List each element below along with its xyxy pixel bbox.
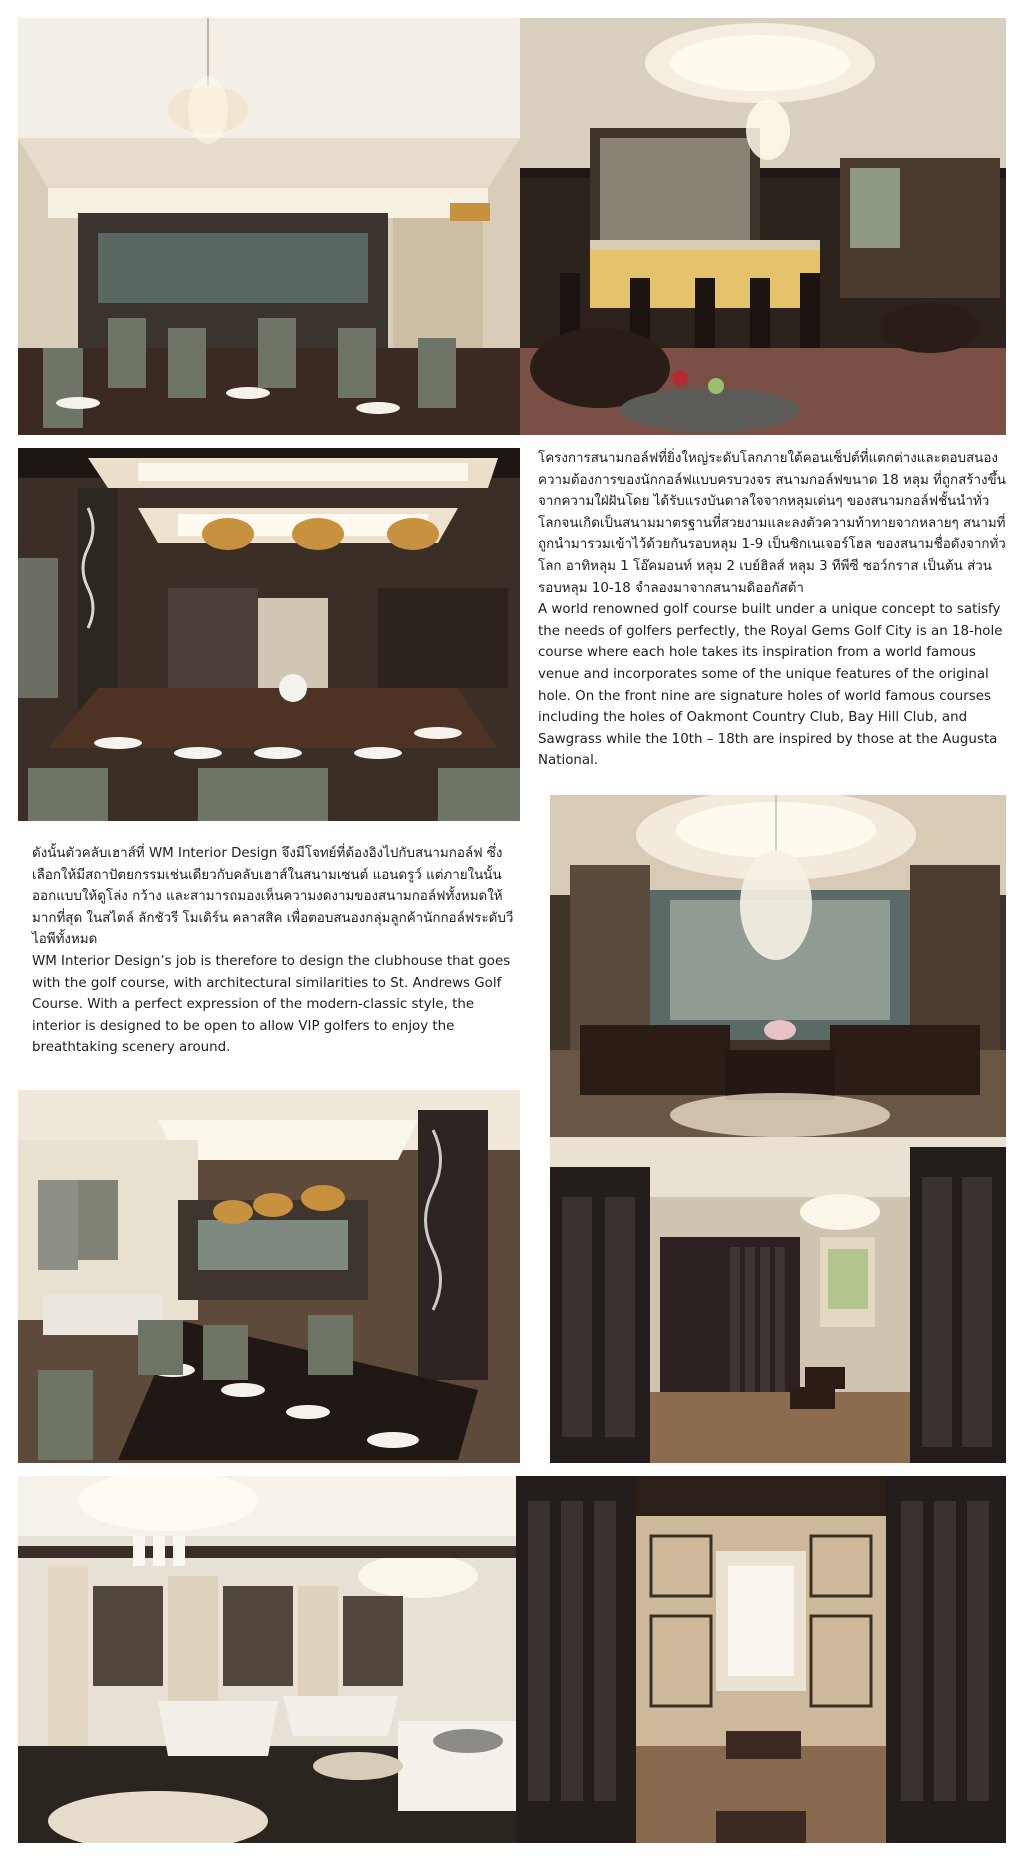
photo-private-dining-table (18, 448, 520, 821)
photo-washroom-vanity (18, 1476, 516, 1843)
photo-dining-room-pillars (18, 1090, 520, 1463)
photo-bar-lounge (520, 18, 1006, 435)
photo-locker-room (550, 1137, 1006, 1463)
intro-thai-paragraph: โครงการสนามกอล์ฟที่ยิ่งใหญ่ระดับโลกภายใต้คอนเซ็ปต์ที่แตกต่างและตอบสนองความต้องการของนักกอล์ฟแบบครบวงจร สนามกอล์ฟขนาด 18 หลุม ที่ถูกสร้างขึ้นจากความใฝ่ฝันโดย ได้รับแรงบันดาลใจจากหลุมเด่นๆ ของสนามกอล์ฟชั้นนำทั่วโลกจนเกิดเป็นสนามมาตรฐานที่สวยงามและลงตัวความท้าทายจากหลายๆ สนามที่ถูกนำมารวมเข้าไว้ด้วยกันรอบหลุม 1-9 เป็นซิกเนเจอร์โฮล ของสนามชื่อดังจากทั่วโลก อาทิหลุม 1 โอ๊คมอนท์ หลุม 2 เบย์ฮิลส์ หลุม 3 ทีพีซี ซอว์กราส เป็นต้น ส่วนรอบหลุม 10-18 จำลองมาจากสนามดิออกัสต้า (538, 451, 1006, 596)
intro-english-paragraph: A world renowned golf course built under a unique concept to satisfy the needs of golfers perfectly, the Royal Gems Golf City is an 18-hole course where each hole takes its inspiration from a world famous venue and incorporates some of the unique features of the original hole. On the front nine are signature holes of world famous courses including the holes of Oakmont Country Club, Bay Hill Club, and Sawgrass while the 10th – 18th are inspired by those at the Augusta National. (538, 602, 1003, 769)
intro-text-block (538, 448, 1008, 772)
design-thai-paragraph: ดังนั้นตัวคลับเฮาส์ที่ WM Interior Design จึงมีโจทย์ที่ต้องอิงไปกับสนามกอล์ฟ ซึ่งเลือกให้มีสถาปัตยกรรมเช่นเดียวกับคลับเฮาส์ในสนามเซนต์ แอนดรูว์ แต่ภายในนั้น ออกแบบให้ดูโล่ง กว้าง และสามารถมองเห็นความงดงามของสนามกอล์ฟทั้งหมดให้มากที่สุด ในสไตล์ ลักชัวรี โมเดิร์น คลาสสิค เพื่อตอบสนองกลุ่มลูกค้านักกอล์ฟระดับวีไอพีทั้งหมด (32, 846, 514, 948)
design-text-block (32, 843, 522, 1059)
design-english-paragraph: WM Interior Design’s job is therefore to design the clubhouse that goes with the golf course, with architectural similarities to St. Andrews Golf Course. With a perfect expression of the modern-classic style, the interior is designed to be open to allow VIP golfers to enjoy the breathtaking scenery around. (32, 953, 511, 1056)
photo-locker-room-bench (516, 1476, 1006, 1843)
photo-dining-hall-chandelier (18, 18, 520, 435)
photo-lounge-chesterfield (550, 795, 1006, 1137)
